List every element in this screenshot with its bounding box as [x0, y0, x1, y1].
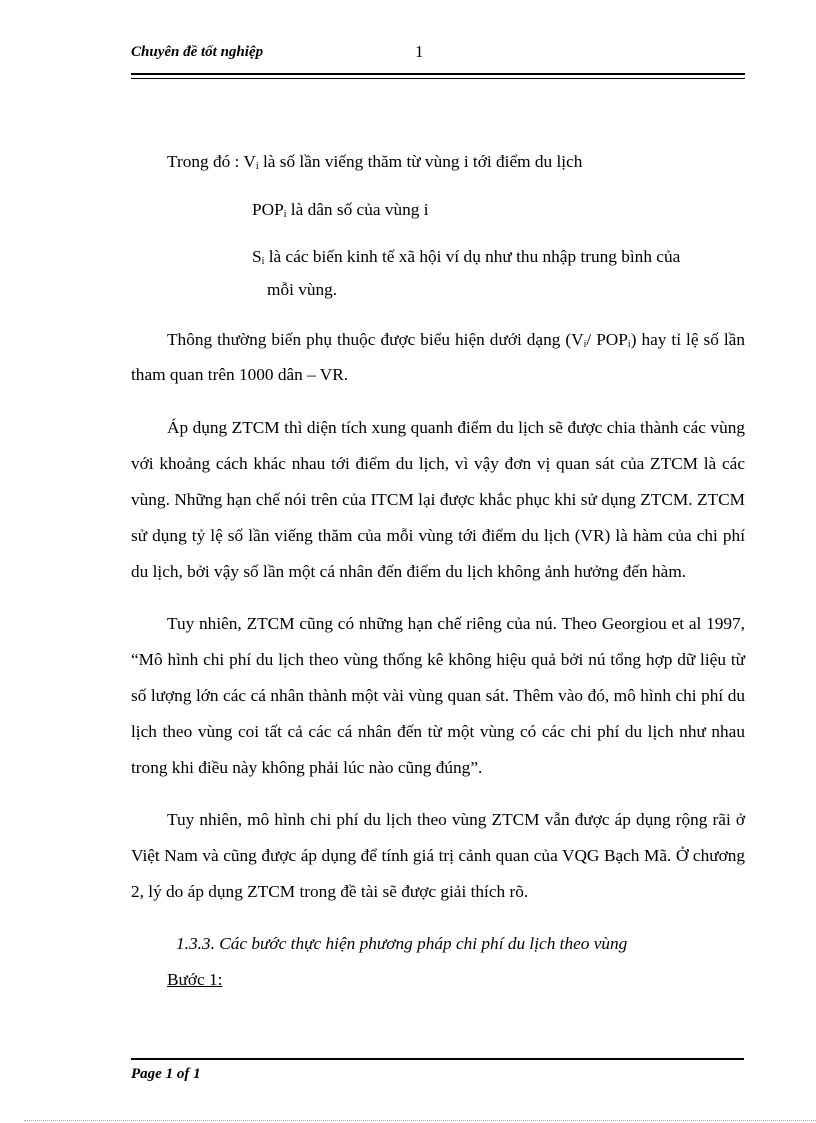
- footer-page-info: Page 1 of 1: [131, 1066, 201, 1082]
- definition-si-continued: mỗi vùng.: [267, 280, 338, 299]
- paragraph-ztcm-vietnam: Tuy nhiên, mô hình chi phí du lịch theo vùng ZTCM vẫn được áp dụng rộng rãi ở Việt Nam và cũng được áp dụng để tính giá trị cảnh quan của VQG Bạch Mã. Ở chương 2, lý do áp dụng ZTCM trong đề tài sẽ được giải thích rõ.: [131, 810, 745, 901]
- paragraph-ztcm-limitations: Tuy nhiên, ZTCM cũng có những hạn chế riêng của nú. Theo Georgiou et al 1997, “Mô hình chi phí du lịch theo vùng thống kê không hiệu quả bởi nú tổng hợp dữ liệu từ số lượng lớn các cá nhân thành một vài vùng quan sát. Thêm vào đó, mô hình chi phí du lịch theo vùng coi tất cả các cá nhân đến từ một vùng có các chi phí du lịch như nhau trong khi điều này không phải lúc nào cũng đúng”.: [131, 614, 745, 777]
- definition-si: $S_i$ là các biến kinh tế xã hội ví dụ như thu nhập trung bình của: [252, 247, 681, 267]
- header-rule-top: [131, 73, 745, 75]
- footer-rule: [131, 1058, 744, 1060]
- step-1-label: Bước 1:: [167, 970, 223, 989]
- paragraph-ztcm-application: Áp dụng ZTCM thì diện tích xung quanh điểm du lịch sẽ được chia thành các vùng với khoảng cách khác nhau tới điểm du lịch, vì vậy đơn vị quan sát của ZTCM là các vùng. Những hạn chế nói trên của ITCM lại được khắc phục khi sử dụng ZTCM. ZTCM sử dụng tỷ lệ số lần viếng thăm của mỗi vùng tới điểm du lịch (VR) là hàm của chi phí du lịch, bởi vậy số lần một cá nhân đến điểm du lịch không ảnh hưởng đến hàm.: [131, 418, 745, 581]
- header-title: Chuyên đề tốt nghiệp: [131, 44, 264, 60]
- section-heading: 1.3.3. Các bước thực hiện phương pháp chi phí du lịch theo vùng: [176, 934, 628, 953]
- definition-vi: Trong đó : $V_i$ là số lần viếng thăm từ vùng i tới điểm du lịch: [167, 152, 583, 172]
- document-body: [131, 144, 745, 998]
- header-rule-bottom: [131, 78, 745, 79]
- page-edge-divider: [24, 1120, 816, 1121]
- definition-popi: $POP_i$ là dân số của vùng i: [252, 200, 429, 220]
- header-page-number: 1: [415, 42, 424, 61]
- paragraph-dependent-variable: Thông thường biến phụ thuộc được biểu hiện dưới dạng ($V_i/$ $POP_i$) hay tỉ lệ số lần tham quan trên 1000 dân – VR.: [131, 330, 745, 384]
